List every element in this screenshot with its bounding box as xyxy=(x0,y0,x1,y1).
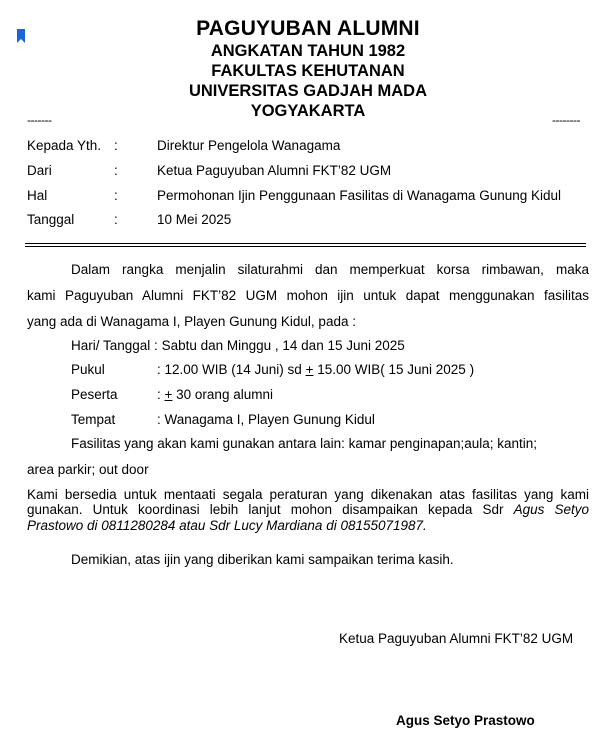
meta-label: Dari xyxy=(27,163,52,178)
paragraph-intro-line1: Dalam rangka menjalin silaturahmi dan memperkuat korsa rimbawan, maka xyxy=(71,262,589,277)
facilities-line2: area parkir; out door xyxy=(27,462,149,477)
meta-value: Direktur Pengelola Wanagama xyxy=(157,138,341,153)
plus-minus-sign: + xyxy=(164,387,173,402)
detail-date xyxy=(71,338,405,353)
dash-right: -------- xyxy=(552,113,580,127)
detail-time-value xyxy=(157,362,474,377)
meta-colon: : xyxy=(114,163,118,178)
letterhead-title: PAGUYUBAN ALUMNI xyxy=(196,17,420,40)
detail-date-label: Hari/ Tanggal : xyxy=(71,338,158,353)
contact-details-italic: Prastowo di 0811280284 atau Sdr Lucy Mardiana di 08155071987. xyxy=(27,518,427,533)
closing-sentence: Demikian, atas ijin yang diberikan kami sampaikan terima kasih. xyxy=(71,552,454,567)
plus-minus-sign: + xyxy=(305,362,314,377)
paragraph-intro-line2: kami Paguyuban Alumni FKT’82 UGM mohon ijin untuk dapat menggunakan fasilitas xyxy=(27,288,589,303)
meta-label: Kepada Yth. xyxy=(27,138,102,153)
paragraph-rules-line2 xyxy=(27,502,589,517)
detail-place-label: Tempat xyxy=(71,412,116,427)
paragraph-rules-line1: Kami bersedia untuk mentaati segala peraturan yang dikenakan atas fasilitas yang kami xyxy=(27,487,589,502)
paragraph-rules-line3 xyxy=(27,518,427,533)
detail-time-start: : 12.00 WIB (14 Juni) sd xyxy=(157,362,306,377)
meta-label: Tanggal xyxy=(27,212,75,227)
dash-left: ------- xyxy=(27,113,52,127)
header-divider xyxy=(25,243,586,247)
meta-value: Permohonan Ijin Penggunaan Fasilitas di Wanagama Gunung Kidul xyxy=(157,188,562,203)
detail-time-end: 15.00 WIB( 15 Juni 2025 ) xyxy=(313,362,475,377)
meta-value: Ketua Paguyuban Alumni FKT’82 UGM xyxy=(157,163,392,178)
letterhead-faculty: FAKULTAS KEHUTANAN xyxy=(211,62,405,80)
paragraph-rules-line2-text: gunakan. Untuk koordinasi lebih lanjut mohon disampaikan kepada Sdr xyxy=(27,502,514,517)
letterhead-batch: ANGKATAN TAHUN 1982 xyxy=(210,42,406,60)
letterhead-city: YOGYAKARTA xyxy=(250,102,366,120)
facilities-line1: Fasilitas yang akan kami gunakan antara lain: kamar penginapan;aula; kantin; xyxy=(71,436,538,451)
detail-time-label: Pukul xyxy=(71,362,105,377)
meta-colon: : xyxy=(114,188,118,203)
signature-name: Agus Setyo Prastowo xyxy=(396,713,535,728)
meta-colon: : xyxy=(114,212,118,227)
meta-value: 10 Mei 2025 xyxy=(157,212,232,227)
meta-label: Hal xyxy=(27,188,48,203)
detail-place-value: : Wanagama I, Playen Gunung Kidul xyxy=(157,412,375,427)
detail-participants-label: Peserta xyxy=(71,387,118,402)
contact-name-italic: Agus Setyo xyxy=(513,502,589,517)
detail-participants-value xyxy=(157,387,273,402)
letterhead-university: UNIVERSITAS GADJAH MADA xyxy=(188,82,428,100)
detail-participants-count: 30 orang alumni xyxy=(172,387,273,402)
signature-title: Ketua Paguyuban Alumni FKT’82 UGM xyxy=(339,631,574,646)
detail-date-value: Sabtu dan Minggu , 14 dan 15 Juni 2025 xyxy=(161,338,405,353)
detail-participants-prefix: : xyxy=(157,387,165,402)
meta-colon: : xyxy=(114,138,118,153)
paragraph-intro-line3: yang ada di Wanagama I, Playen Gunung Kidul, pada : xyxy=(27,314,356,329)
